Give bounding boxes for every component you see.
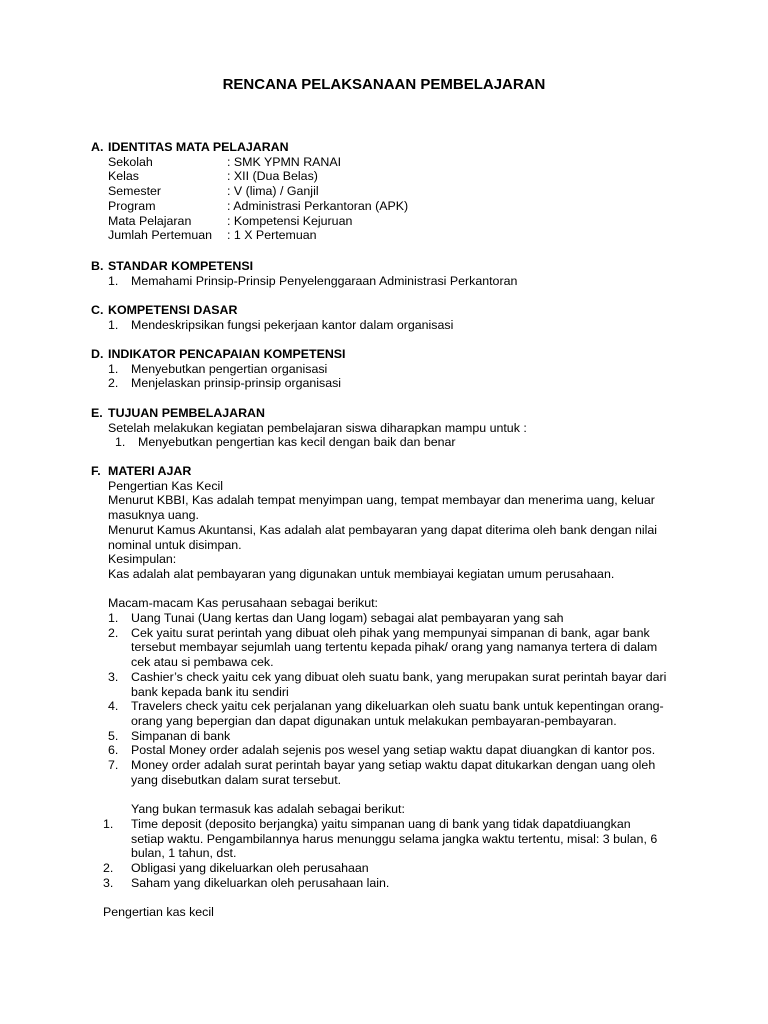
item-line: cek atau si pembawa cek. [131,655,274,670]
item-line: Obligasi yang dikeluarkan oleh perusahaan [131,860,369,875]
item-line: orang yang bepergian dan dapat digunakan untuk melakukan pembayaran-pembayaran. [131,713,617,728]
section-standar-kompetensi [91,259,691,288]
item-line: bank kepada bank itu sendiri [131,684,289,699]
item-number: 4. [108,699,119,714]
section-indikator [91,347,691,391]
section-letter: B. [91,259,104,273]
section-materi-ajar [91,464,691,920]
item-line: yang disebutkan dalam surat tersebut. [131,772,342,787]
section-letter: A. [91,140,104,154]
identity-row [91,214,691,229]
item-line: Postal Money order adalah sejenis pos wesel yang setiap waktu dapat diuangkan di kantor pos. [131,743,656,758]
item-line: Simpanan di bank [131,728,231,743]
list-item [91,861,691,876]
item-text: Menyebutkan pengertian organisasi [131,361,328,376]
item-text [131,670,691,699]
identity-value: : SMK YPMN RANAI [227,154,342,169]
item-number: 3. [103,875,114,890]
section-intro: Setelah melakukan kegiatan pembelajaran siswa diharapkan mampu untuk : [108,420,527,435]
section-title: IDENTITAS MATA PELAJARAN [108,140,289,154]
item-line: setiap waktu. Pengambilannya harus menunggu selama jangka waktu tertentu, misal: 3 bulan, 6 [131,831,658,846]
identity-label: Kelas [108,169,139,184]
identity-row [91,184,691,199]
paragraph-kbbi [91,493,676,522]
list-item [91,817,691,861]
identity-value: : V (lima) / Ganjil [227,184,319,199]
list-item [91,376,691,391]
item-number: 1. [108,611,119,626]
identity-value: : Kompetensi Kejuruan [227,213,353,228]
item-text [131,861,691,876]
item-number: 3. [108,669,119,684]
section-letter: C. [91,303,104,317]
identity-value: : Administrasi Perkantoran (APK) [227,198,409,213]
identity-label: Semester [108,184,162,199]
list-item [91,670,691,699]
item-text [131,876,691,891]
section-heading [91,347,691,362]
section-heading [91,406,691,421]
section-identitas [91,140,691,243]
item-number: 7. [108,758,119,773]
item-number: 1. [108,273,119,288]
item-text: Menjelaskan prinsip-prinsip organisasi [131,376,342,391]
section-heading [91,303,691,318]
materi-subtitle: Pengertian Kas Kecil [108,478,224,493]
item-text [131,743,691,758]
item-number: 1. [108,317,119,332]
section-tujuan [91,406,691,450]
item-text: Mendeskripsikan fungsi pekerjaan kantor dalam organisasi [131,317,454,332]
list-item [91,435,691,450]
item-text [131,699,691,728]
item-text [131,758,691,787]
item-number: 2. [108,376,119,391]
kesimpulan-text: Kas adalah alat pembayaran yang digunakan untuk membiayai kegiatan umum perusahaan. [108,566,615,581]
list-item [91,699,691,728]
list-item [91,318,691,333]
document-title: RENCANA PELAKSANAAN PEMBELAJARAN [222,76,546,93]
item-line: Uang Tunai (Uang kertas dan Uang logam) sebagai alat pembayaran yang sah [131,611,564,626]
identity-label: Program [108,198,156,213]
section-letter: E. [91,406,103,420]
item-line: Time deposit (deposito berjangka) yaitu simpanan uang di bank yang tidak dapatdiuangkan [131,816,631,831]
item-line: bulan, 1 tahun, dst. [131,846,237,861]
list-item [91,876,691,891]
paragraph-line: masuknya uang. [108,508,199,523]
list-item [91,729,691,744]
identity-row [91,199,691,214]
list-item [91,743,691,758]
section-heading [91,140,691,155]
identity-label: Sekolah [108,154,153,169]
list-item [91,362,691,377]
paragraph-kamus-akuntansi [91,523,676,552]
list-item [91,758,691,787]
section-heading [91,259,691,274]
paragraph-line: nominal untuk disimpan. [108,537,242,552]
item-line: Saham yang dikeluarkan oleh perusahaan lain. [131,875,390,890]
macam-intro: Macam-macam Kas perusahaan sebagai berikut: [108,596,378,611]
item-text: Memahami Prinsip-Prinsip Penyelenggaraan Administrasi Perkantoran [131,273,518,288]
item-text [131,611,691,626]
paragraph-line: Menurut KBBI, Kas adalah tempat menyimpan uang, tempat membayar dan menerima uang, keluar [108,493,655,508]
identity-row [91,169,691,184]
item-line: Travelers check yaitu cek perjalanan yang dikeluarkan oleh suatu bank untuk kepentingan orang- [131,699,664,714]
section-title: INDIKATOR PENCAPAIAN KOMPETENSI [108,347,346,361]
identity-row [91,155,691,170]
section-title: TUJUAN PEMBELAJARAN [108,406,265,420]
item-number: 2. [108,625,119,640]
item-line: tersebut membayar sejumlah uang tertentu kepada pihak/ orang yang namanya tertera di dalam [131,640,658,655]
section-kompetensi-dasar [91,303,691,332]
item-text [131,817,691,861]
section-letter: D. [91,347,104,361]
identity-label: Mata Pelajaran [108,213,192,228]
item-number: 1. [115,435,126,450]
identity-label: Jumlah Pertemuan [108,228,212,243]
section-title: STANDAR KOMPETENSI [108,259,254,273]
identity-row [91,228,691,243]
item-number: 1. [108,361,119,376]
closing-subtitle: Pengertian kas kecil [103,905,214,920]
list-item [91,611,691,626]
kesimpulan-label: Kesimpulan: [108,552,177,567]
item-number: 2. [103,860,114,875]
item-line: Money order adalah surat perintah bayar yang setiap waktu dapat ditukarkan dengan uang oleh [131,758,656,773]
paragraph-line: Menurut Kamus Akuntansi, Kas adalah alat pembayaran yang dapat diterima oleh bank dengan nilai [108,522,657,537]
item-line: Cek yaitu surat perintah yang dibuat oleh pihak yang mempunyai simpanan di bank, agar bank [131,625,650,640]
list-item [91,626,691,670]
section-heading [91,464,691,479]
section-letter: F. [91,464,101,478]
identity-value: : 1 X Pertemuan [227,228,317,243]
item-text [131,626,691,670]
section-title: MATERI AJAR [108,464,192,478]
bukan-intro: Yang bukan termasuk kas adalah sebagai berikut: [131,802,405,817]
identity-value: : XII (Dua Belas) [227,169,318,184]
item-number: 5. [108,728,119,743]
item-number: 1. [103,816,114,831]
list-item [91,274,691,289]
item-text [131,729,691,744]
section-title: KOMPETENSI DASAR [108,303,238,317]
item-text: Menyebutkan pengertian kas kecil dengan baik dan benar [138,435,456,450]
item-line: Cashier’s check yaitu cek yang dibuat oleh suatu bank, yang merupakan surat perintah bayar dari [131,669,667,684]
item-number: 6. [108,743,119,758]
